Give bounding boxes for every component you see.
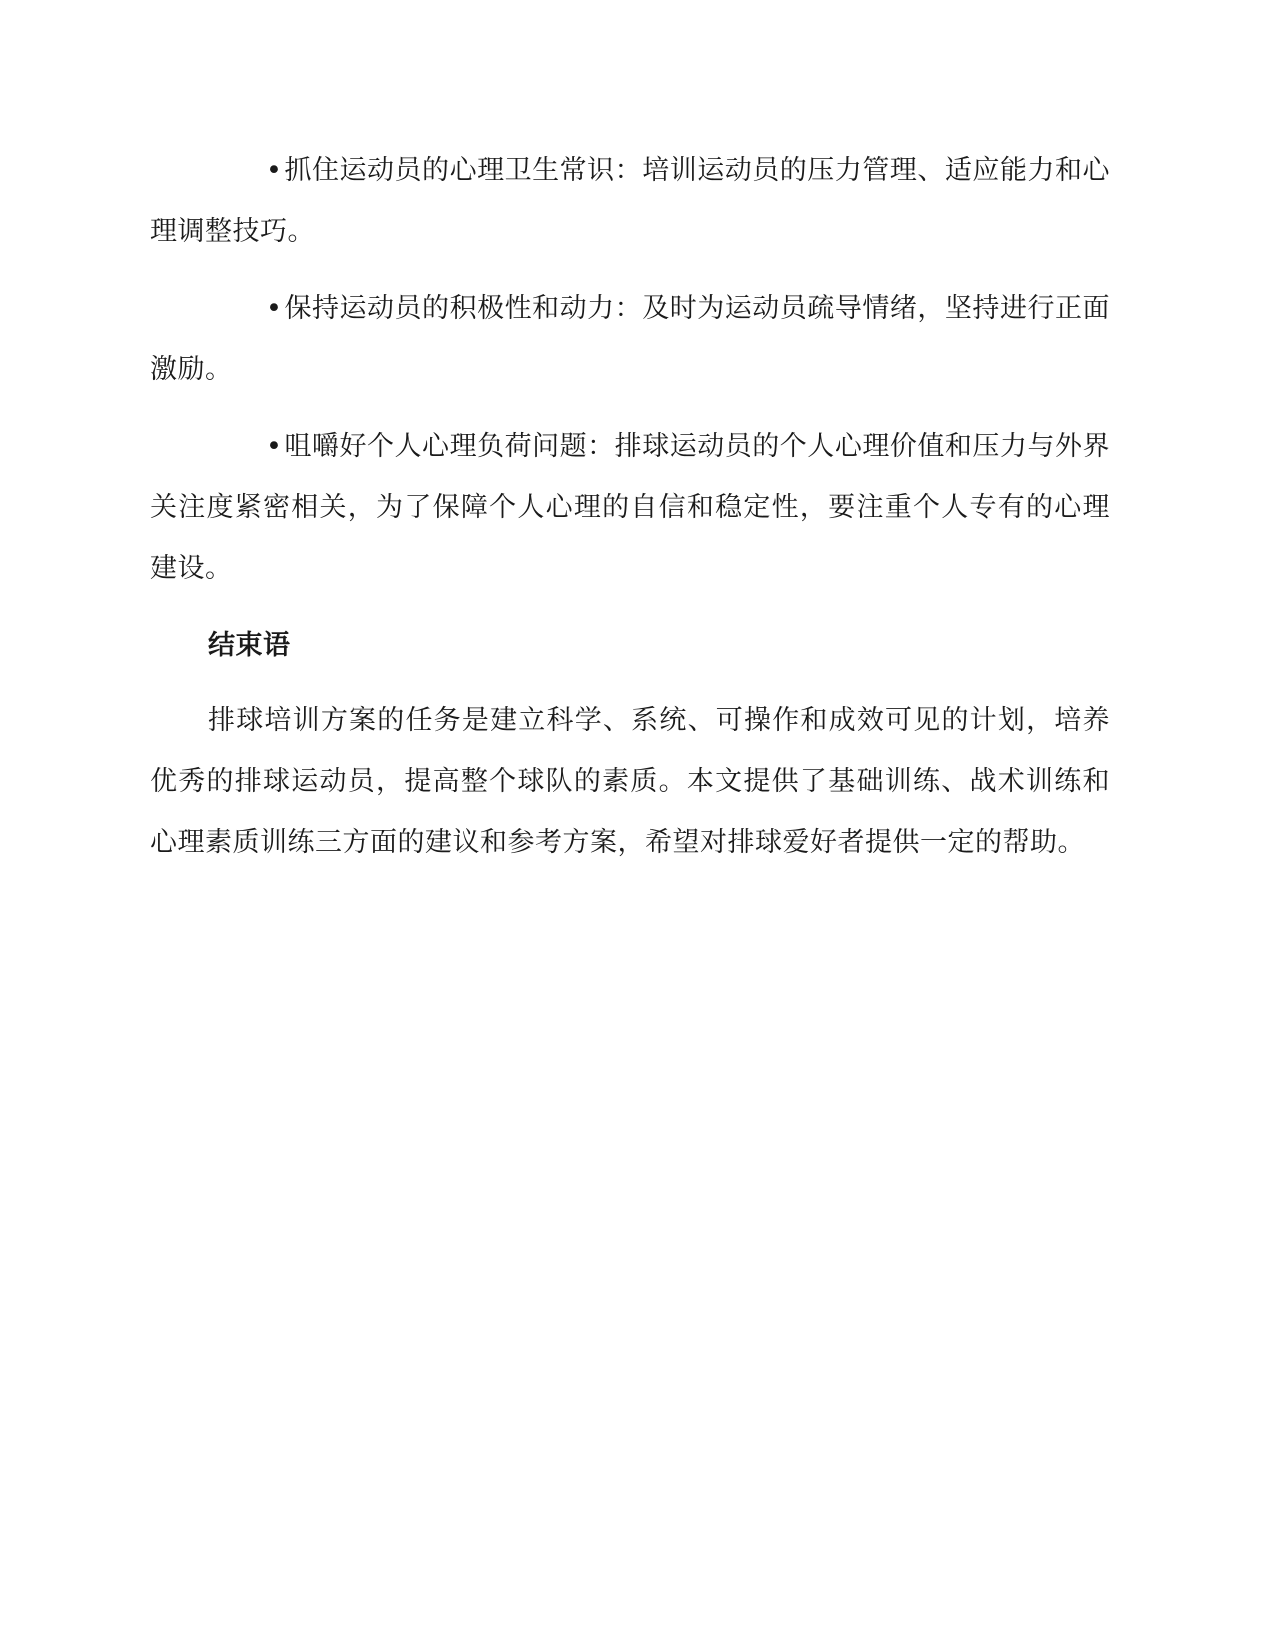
bullet-marker: • [266, 293, 283, 324]
bullet-paragraph [150, 278, 1110, 400]
bullet-marker: • [266, 431, 283, 462]
bullet-paragraph [150, 140, 1110, 262]
bullet-text: 咀嚼好个人心理负荷问题：排球运动员的个人心理价值和压力与外界关注度紧密相关，为了保障个人心理的自信和稳定性，要注重个人专有的心理建设。 [150, 431, 1110, 584]
bullet-paragraph [150, 416, 1110, 599]
document-body [150, 140, 1110, 873]
conclusion-paragraph: 排球培训方案的任务是建立科学、系统、可操作和成效可见的计划，培养优秀的排球运动员，提高整个球队的素质。本文提供了基础训练、战术训练和心理素质训练三方面的建议和参考方案，希望对排球爱好者提供一定的帮助。 [150, 705, 1110, 858]
bullet-text: 保持运动员的积极性和动力：及时为运动员疏导情绪，坚持进行正面激励。 [150, 293, 1110, 385]
bullet-marker: • [266, 155, 283, 186]
conclusion-heading: 结束语 [208, 630, 291, 661]
bullet-text: 抓住运动员的心理卫生常识：培训运动员的压力管理、适应能力和心理调整技巧。 [150, 155, 1110, 247]
